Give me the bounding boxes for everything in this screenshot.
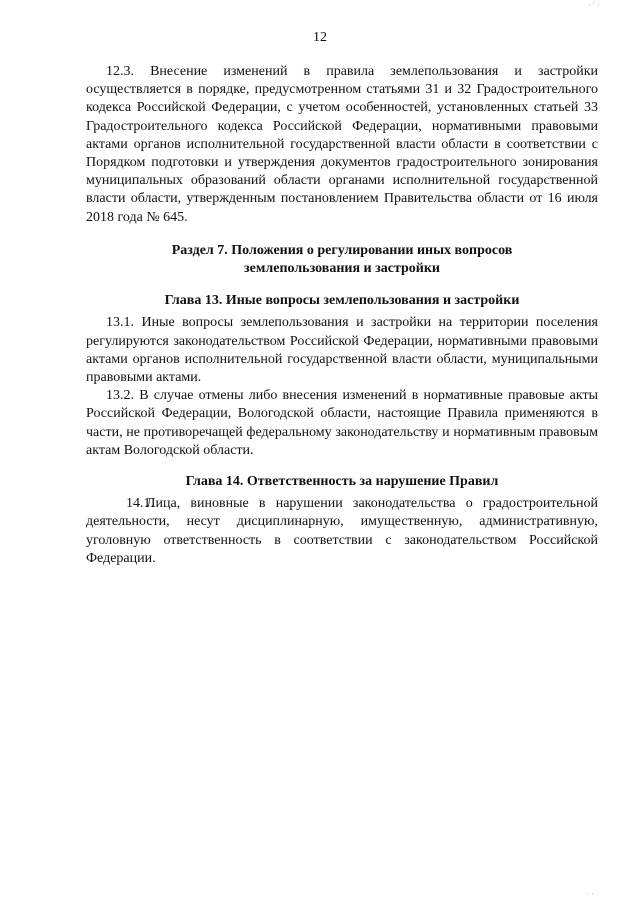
document-body [86,63,598,568]
chapter-14-title: Глава 14. Ответственность за нарушение Правил [185,474,499,490]
paragraph-13-1: 13.1. Иные вопросы землепользования и застройки на территории поселения регулируются законодательством Российской Федерации, нормативными правовыми актами органов исполнительной государственной власти области, муниципальными правовыми актами. [86,315,598,386]
chapter-13-title: Глава 13. Иные вопросы землепользования и застройки [164,293,520,309]
paragraph-14-1-text: Лица, виновные в нарушении законодательства о градостроительной деятельности, несут дисциплинарную, имущественную, административную, уголовную ответственность в соответствии с законодательством Российской Федерации. [86,496,598,566]
paragraph-13-2: 13.2. В случае отмены либо внесения изменений в нормативные правовые акты Российской Федерации, Вологодской области, настоящие Правила применяются в части, не противоречащей федеральному законодательству и нормативным правовым актам Вологодской области. [86,388,598,458]
scan-artifact-mark: · ' · [587,0,600,10]
page-number: 12 [313,30,327,45]
paragraph-14-1 [86,495,598,568]
paragraph-14-1-number: 14.1. [126,496,154,512]
section-7-title-line-1: Раздел 7. Положения о регулировании иных вопросов [171,242,513,258]
paragraph-12-3: 12.3. Внесение изменений в правила землепользования и застройки осуществляется в порядке, предусмотренном статьями 31 и 32 Градостроительного кодекса Российской Федерации, с учетом особенностей, установленных статьей 33 Градостроительного кодекса Российской Федерации, нормативными правовыми актами органов исполнительной государственной власти области в соответствии с Порядком подготовки и утверждения документов градостроительного зонирования муниципальных образований области органами исполнительной государственной власти области, утвержденным постановлением Правительства области от 16 июля 2018 года № 645. [86,64,598,225]
section-7-title [86,242,598,278]
scan-artifact-mark-bottom: · · [585,889,594,899]
section-7-title-line-2: землепользования и застройки [244,261,440,277]
